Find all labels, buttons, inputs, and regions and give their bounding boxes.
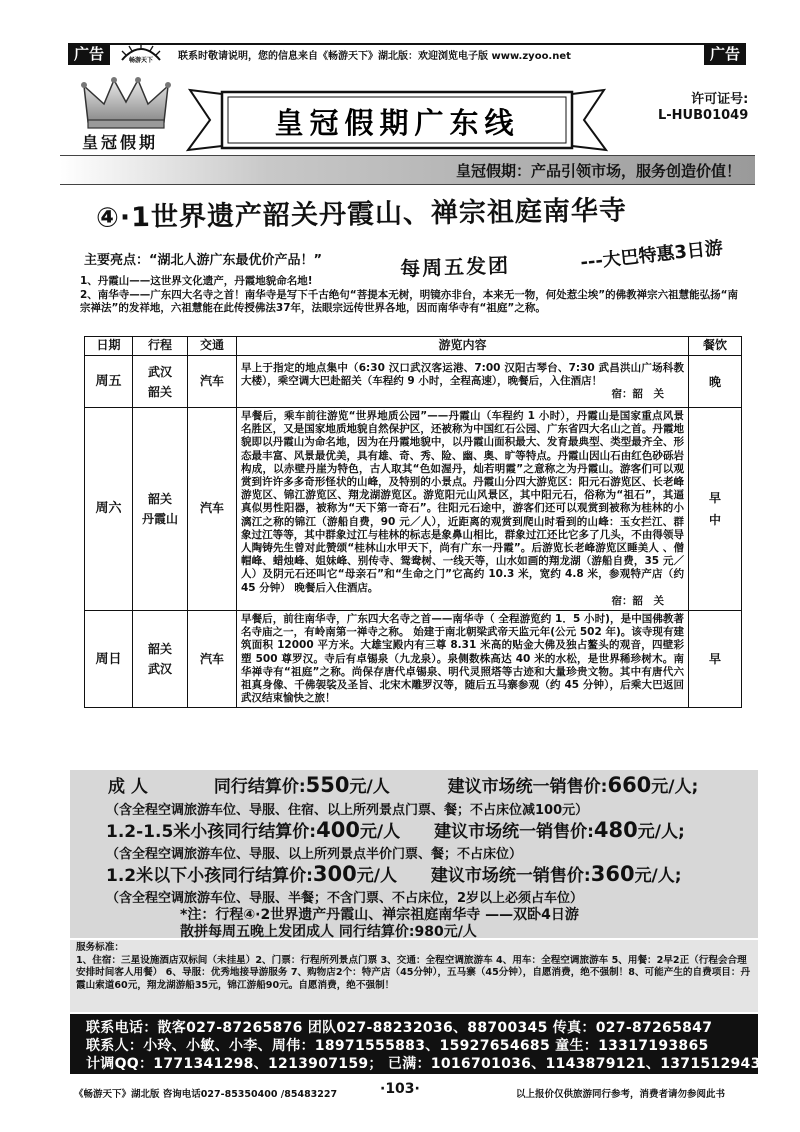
route-title: ④·1世界遗产韶关丹霞山、禅宗祖庭南华寺 — [95, 195, 628, 234]
intro-line: 1、丹霞山——这世界文化遗产，丹霞地貌命名地! — [80, 275, 313, 287]
header-route: 行程 — [133, 337, 188, 356]
sun-logo-icon — [118, 42, 164, 64]
route-intro — [80, 275, 745, 316]
lodging: 宿：韶 关 — [611, 388, 664, 401]
child2-settle-price: 300 — [312, 862, 357, 886]
unit: 元/人; — [637, 822, 685, 842]
adult-label: 成 人 — [108, 777, 148, 797]
content-cell — [237, 611, 689, 708]
child2-note: （含全程空调旅游车位、导服、半餐；不含门票、不占床位，2岁以上必须占车位） — [106, 891, 584, 906]
route-cell — [133, 408, 188, 611]
route-stop: 韶关 — [147, 384, 172, 399]
itinerary-table — [84, 336, 742, 708]
retail-label: 建议市场统一销售价: — [430, 866, 591, 886]
day-cell: 周五 — [85, 356, 133, 408]
transport-cell: 汽车 — [188, 356, 237, 408]
service-standard — [76, 942, 752, 992]
service-title: 服务标准： — [76, 942, 124, 953]
meal: 早 — [708, 491, 721, 506]
header-notice: 联系时敬请说明，您的信息来自《畅游天下》湖北版：欢迎浏览电子版 www.zyoo.net — [178, 51, 571, 62]
child1-settle-price: 400 — [316, 818, 360, 842]
permit-number: L-HUB01049 — [658, 108, 749, 123]
route-stop: 武汉 — [147, 364, 172, 379]
content-text: 早餐后，乘车前往游览“世界地质公园”——丹霞山（车程约 1 小时），丹霞山是国家重点风景名胜区，又是国家地质地貌自然保护区，还被称为中国红石公园、广东省四大名山之首。丹霞地貌即以丹霞山为命名地，因为在丹霞地貌中，以丹霞山面积最大、发育最典型、类型最齐全、形态最丰富、风景最优美，具有雄、奇、秀、险、幽、奥、旷等特点。丹霞山因山石由红色砂砾岩构成，以赤壁丹崖为特色，古人取其“色如渥丹，灿若明霞”之意称之为丹霞山。游客们可以观赏到许许多多奇形怪状的山峰，及特别的小景点。丹霞山分四大游览区：阳元石游览区、长老峰游览区、锦江游览区、翔龙湖游览区。游览阳元山风景区，其中阳元石，俗称为“祖石”，其逼真似男性阳器，被称为“天下第一奇石”。往阳元石途中，游客们还可以观赏到被称为桂林的小漓江之称的锦江（游船自费，90 元／人），近距离的观赏到爬山时看到的山峰：玉女拦江、群象过江等等，其中群象过江与桂林的标志是象鼻山相比，群象过江还比它多了几头，不由得领导人陶铸先生曾对此赞颂“桂林山水甲天下，尚有广东一丹霞”。后游览长老峰游览区睡美人 、僧帽峰、蜡烛峰、姐妹峰、别传寺、鸳鸯树、一线天等，山水如画的翔龙湖（游船自费，35 元／人）及阴元石还叫它“母亲石”和“生命之门”它高约 10.3 米，宽约 4.8 米，参观特产店（约 45 分钟） 晚餐后入住酒店。 — [241, 410, 684, 594]
remark-line-2: 散拼每周五晚上发团成人 同行结算价:980元/人 — [180, 924, 477, 940]
slogan: 皇冠假期：产品引领市场，服务创造价值！ — [455, 162, 741, 180]
intro-line: 2、南华寺——广东四大名寺之首！南华寺是写下千古绝句“菩提本无树，明镜亦非台，本来无一物，何处惹尘埃”的佛教禅宗六祖慧能弘扬“南宗禅法”的发祥地，六祖慧能在此传授佛法37年，法眼宗远传世界各地，因而南华寺有“祖庭”之称。 — [80, 288, 739, 314]
child1-retail-price: 480 — [593, 818, 638, 842]
contact-qq: 计调QQ：1771341298、1213907159； 已满：1016701036、1143879121、1371512943 — [86, 1056, 761, 1072]
logo-text: 畅游天下 — [128, 57, 154, 64]
adult-retail-price: 660 — [607, 773, 652, 797]
meal-cell — [689, 356, 742, 408]
meal-cell — [689, 408, 742, 611]
route-stop: 武汉 — [147, 662, 172, 677]
retail-label: 建议市场统一销售价: — [447, 777, 608, 797]
slogan-bar — [60, 155, 755, 185]
unit: 元/人 — [359, 822, 401, 842]
contact-people: 联系人：小玲、小敏、小李、周伟：18971555883、15927654685 童生：13317193865 — [86, 1038, 709, 1054]
crown-icon — [80, 76, 172, 132]
content-cell — [237, 356, 689, 408]
unit: 元/人 — [349, 777, 390, 797]
retail-label: 建议市场统一销售价: — [434, 822, 594, 842]
content-text: 早餐后，前往南华寺，广东四大名寺之首——南华寺（ 全程游览约 1．5 小时)，是中国佛教著名寺庙之一，有岭南第一禅寺之称。 始建于南北朝梁武帝天监元年(公元 502 年)。该寺现有建筑面积 12000 平方米。大雄宝殿内有三尊 8.31 米高的贴金大佛及独占鳌头的观音，四壁彩塑 500 尊罗汉。寺后有卓锡泉（九龙泉）。泉侧数株高达 40 米的水松，是世界稀珍树木。南华禅寺有“祖庭”之称。尚保存唐代卓锡泉、明代灵照塔等古迹和大量珍贵文物。其中有唐代六祖真身像、千佛袈裟及圣旨、北宋木雕罗汉等，随后五马寨参观（约 45 分钟），后乘大巴返回武汉结束愉快之旅！ — [241, 613, 684, 705]
bus-deal: ---大巴特惠3日游 — [579, 237, 724, 274]
header-transport: 交通 — [188, 337, 237, 356]
day-cell: 周日 — [85, 611, 133, 708]
brand-name: 皇冠假期 — [82, 133, 159, 152]
table-row — [85, 356, 742, 408]
route-cell — [133, 611, 188, 708]
route-stop: 丹霞山 — [141, 512, 178, 527]
table-header-row — [85, 337, 742, 356]
header-content: 游览内容 — [237, 337, 689, 356]
remark-line-1: *注：行程④·2世界遗产丹霞山、禅宗祖庭南华寺 ——双卧4日游 — [180, 907, 579, 923]
content-cell — [237, 408, 689, 611]
contact-phone: 联系电话：散客027-87265876 团队027-88232036、88700345 传真：027-87265847 — [86, 1020, 713, 1036]
child1-label: 1.2-1.5米小孩同行结算价: — [106, 822, 317, 842]
transport-cell: 汽车 — [188, 611, 237, 708]
route-highlight: 主要亮点：“湖北人游广东最优价产品！” — [84, 253, 323, 268]
route-cell — [133, 356, 188, 408]
header-meals: 餐饮 — [689, 337, 742, 356]
meal: 晚 — [708, 374, 721, 389]
child2-retail-price: 360 — [590, 862, 635, 886]
meal: 早 — [708, 652, 721, 667]
lodging: 宿：韶 关 — [611, 594, 664, 607]
adult-note: （含全程空调旅游车位、导服、住宿、以上所列景点门票、餐；不占床位减100元） — [106, 803, 589, 818]
meal-cell — [689, 611, 742, 708]
content-text: 早上于指定的地点集中（6:30 汉口武汉客运港、7:00 汉阳古琴台、7:30 武昌洪山广场科教大楼），乘空调大巴赴韶关（车程约 9 小时，全程高速），晚餐后，入住酒店！ — [241, 361, 684, 387]
route-stop: 韶关 — [147, 642, 172, 657]
table-row — [85, 611, 742, 708]
footer-right: 以上报价仅供旅游同行参考，消费者请勿参阅此书 — [516, 1089, 726, 1100]
child2-label: 1.2米以下小孩同行结算价: — [106, 866, 313, 886]
permit — [658, 92, 748, 124]
page-number: ·103· — [380, 1081, 420, 1097]
child2-price-line — [106, 861, 682, 886]
banner-title: 皇冠假期广东线 — [274, 106, 520, 140]
settle-label: 同行结算价: — [213, 777, 306, 797]
title-banner — [182, 86, 612, 154]
child1-price-line — [106, 817, 685, 842]
child1-note: （含全程空调旅游车位、导服、以上所列景点半价门票、餐；不占床位） — [106, 847, 523, 862]
ad-tag-right: 广告 — [704, 43, 746, 65]
unit: 元/人; — [634, 866, 682, 886]
service-text: 1、住宿：三星设施酒店双标间（未挂星）2、门票：行程所列景点门票 3、交通：全程空调旅游车 4、用车：全程空调旅游车 5、用餐：2早2正（行程会合理安排时间客人用餐） 6、导服：优秀地接导游服务 7、购物店2个：特产店（45分钟），五马寨（45分钟），自愿消费，绝不强制！8、可能产生的自费项目：丹霞山索道60元，翔龙湖游船35元，锦江游船90元。自愿消费，绝不强制！ — [76, 954, 751, 991]
weekly-departure: 每周五发团 — [399, 253, 511, 281]
unit: 元/人; — [651, 777, 699, 797]
pricing-panel — [70, 770, 758, 938]
header-date: 日期 — [85, 337, 133, 356]
adult-settle-price: 550 — [305, 773, 350, 797]
meal: 中 — [708, 513, 721, 528]
adult-price-line — [108, 772, 698, 797]
header-divider — [70, 43, 730, 45]
contact-panel — [70, 1014, 761, 1074]
table-row — [85, 408, 742, 611]
ad-tag-left: 广告 — [68, 43, 110, 65]
route-stop: 韶关 — [147, 492, 172, 507]
day-cell: 周六 — [85, 408, 133, 611]
permit-label: 许可证号: — [691, 92, 749, 107]
unit: 元/人 — [356, 866, 397, 886]
footer-left: 《畅游天下》湖北版 咨询电话027-85350400 /85483227 — [74, 1089, 338, 1100]
transport-cell: 汽车 — [188, 408, 237, 611]
